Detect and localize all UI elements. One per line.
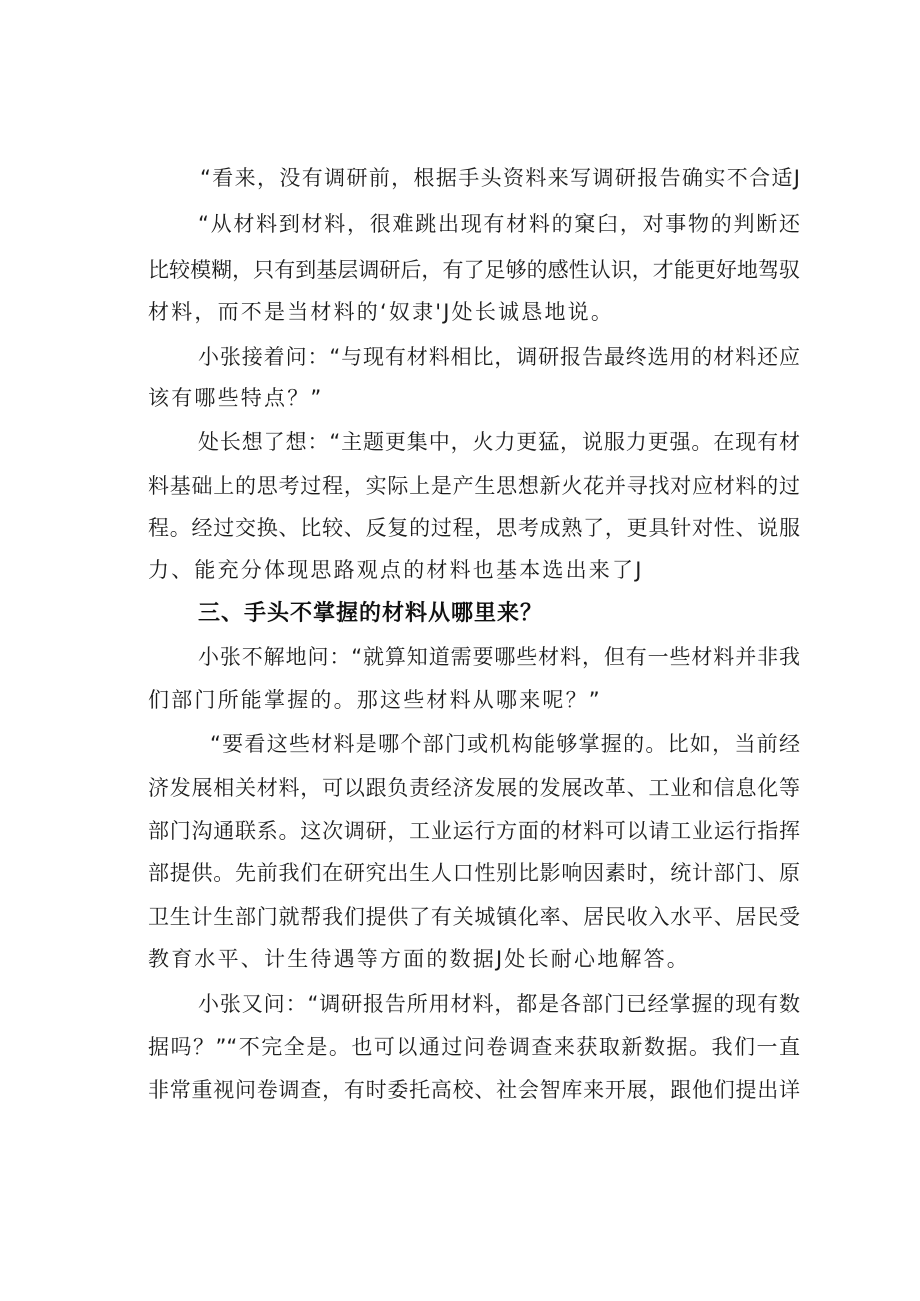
paragraph-line: 比较模糊，只有到基层调研后，有了足够的感性认识，才能更好地驾驭	[148, 258, 800, 282]
paragraph-line: 部门沟通联系。这次调研，工业运行方面的材料可以请工业运行指挥	[148, 819, 800, 843]
paragraph-line: 小张又问：“调研报告所用材料，都是各部门已经掌握的现有数	[198, 992, 800, 1016]
paragraph-line: 部提供。先前我们在研究出生人口性别比影响因素时，统计部门、原	[148, 861, 800, 885]
paragraph-line: 济发展相关材料，可以跟负责经济发展的发展改革、工业和信息化等	[148, 776, 800, 800]
paragraph-line: “要看这些材料是哪个部门或机构能够掌握的。比如，当前经	[210, 732, 800, 756]
paragraph-line: 卫生计生部门就帮我们提供了有关城镇化率、居民收入水平、居民受	[148, 905, 800, 929]
paragraph-line: 该有哪些特点？”	[148, 386, 324, 410]
paragraph-line: 料基础上的思考过程，实际上是产生思想新火花并寻找对应材料的过	[148, 474, 800, 498]
paragraph-line: 们部门所能掌握的。那这些材料从哪来呢？”	[148, 688, 602, 712]
paragraph-line: 小张接着问：“与现有材料相比，调研报告最终选用的材料还应	[198, 345, 800, 369]
paragraph-line: “从材料到材料，很难跳出现有材料的窠臼，对事物的判断还	[198, 212, 800, 236]
paragraph-line: 处长想了想：“主题更集中，火力更猛，说服力更强。在现有材	[198, 430, 800, 454]
paragraph-line: 程。经过交换、比较、反复的过程，思考成熟了，更具针对性、说服	[148, 516, 800, 540]
paragraph-line: 非常重视问卷调查，有时委托高校、社会智库来开展，跟他们提出详	[148, 1078, 800, 1102]
paragraph-line: 小张不解地问：“就算知道需要哪些材料，但有一些材料并非我	[198, 645, 800, 669]
section-heading: 三、手头不掌握的材料从哪里来？	[198, 601, 544, 626]
paragraph-line: “看来，没有调研前，根据手头资料来写调研报告确实不合适J	[200, 166, 800, 190]
paragraph-line: 教育水平、计生待遇等方面的数据J处长耐心地解答。	[148, 947, 690, 971]
paragraph-line: 力、能充分体现思路观点的材料也基本选出来了J	[148, 558, 644, 582]
paragraph-line: 据吗？”“不完全是。也可以通过问卷调查来获取新数据。我们一直	[148, 1035, 800, 1059]
paragraph-line: 材料，而不是当材料的‘奴隶'J处长诚恳地说。	[148, 300, 615, 324]
